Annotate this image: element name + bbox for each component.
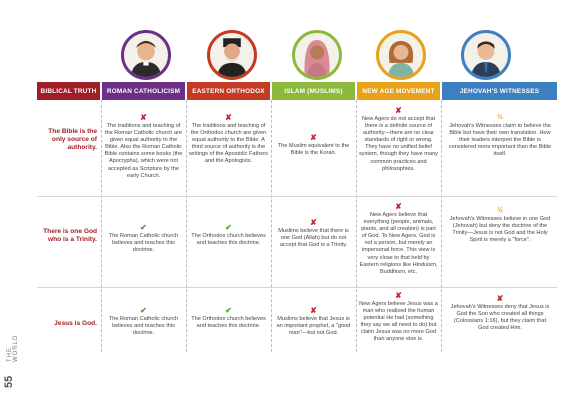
column-divider [356,100,357,352]
cell-text: Muslims believe that there is one God (Allah) but do not accept that God is a Trinity. [278,228,349,249]
cross-mark: ✘ [395,291,402,300]
cell-text: The Roman Catholic church believes and teaches this doctrine. [108,233,179,254]
islam-row1 [274,133,353,157]
header-islam: ISLAM (MUSLIMS) [272,82,355,100]
page-sidebar [0,0,24,405]
cell-text: Jehovah's Witnesses claim to believe the Bible but have their own translation. How their leaders interpret the Bible is considered more important than the Bible itself. [448,123,552,158]
page-number: 55 [3,375,15,388]
cell-text: Jehovah's Witnesses believe in one God (Jehovah) but deny the doctrine of the Trinity—Jesus is not God and the Holy Spirit is merely a "force". [449,216,551,244]
cell-text: New Agers believe Jesus was a man who realised the human potential He had (something they say we all need to do) but claim Jesus was no more God than anyone else is. [359,301,438,343]
half-mark: ½ [497,114,503,121]
header-jehovahs-witnesses: JEHOVAH'S WITNESSES [442,82,557,100]
cross-mark: ✘ [310,306,317,315]
orthodox-row1 [189,113,268,166]
cell-text: The Orthodox church believes and teaches this doctrine. [191,233,266,247]
catholic-row1 [104,113,183,180]
cell-text: The traditions and teaching of the Roman Catholic church are given equal authority to the Bible. Also the Roman Catholic Bible contains some books (the Apocrypha), which were not accepted as Scripture by the early Church. [104,123,183,179]
islam-row3 [274,306,353,337]
header-roman-catholicism: ROMAN CATHOLICISM [102,82,185,100]
cross-mark: ✘ [140,113,147,122]
cross-mark: ✘ [310,218,317,227]
newage-row2 [359,202,438,276]
cell-text: The traditions and teaching of the Orthodox church are given equal authority to the Bible. A third source of authority is the writings of the Apostolic Fathers and the Apologists. [189,123,268,165]
check-mark: ✔ [225,223,232,232]
row-divider [37,196,557,197]
orthodox-row2 [189,223,268,247]
jw-row1 [448,113,552,158]
cross-mark: ✘ [395,106,402,115]
catholic-row3 [104,306,183,337]
orthodox-priest-avatar [207,30,257,80]
jw-row2 [448,206,552,244]
cross-mark: ✘ [496,294,504,303]
cross-mark: ✘ [310,133,317,142]
islam-row2 [274,218,353,249]
catholic-priest-avatar [121,30,171,80]
section-name: THE WORLD [7,334,19,362]
orthodox-row3 [189,306,268,330]
column-divider [186,100,187,352]
header-eastern-orthodox: EASTERN ORTHODOX [187,82,270,100]
cell-text: The Muslim equivalent to the Bible is the Koran. [277,143,350,157]
header-biblical-truth: BIBLICAL TRUTH [37,82,100,100]
cross-mark: ✘ [225,113,232,122]
cell-text: Jehovah's Witnesses deny that Jesus is God the Son who created all things (Colossians 1:16), but they claim that God created Him. [450,304,550,332]
catholic-row2 [104,223,183,254]
cell-text: New Agers do not accept that there is a definite source of authority—there are no clear standards of right or wrong. They have no unified belief system, though they have many common practices and philosophies. [359,116,438,172]
truth-one-god-trinity: There is one God who is a Trinity. [43,228,97,244]
cell-text: The Roman Catholic church believes and teaches this doctrine. [108,316,179,337]
header-new-age-movement: NEW AGE MOVEMENT [357,82,440,100]
check-mark: ✔ [140,306,147,315]
column-divider [441,100,442,352]
half-mark: ½ [497,207,503,214]
newage-row1 [359,106,438,173]
cross-mark: ✘ [395,202,402,211]
cell-text: New Agers believe that everything (people, animals, plants, and all creation) is part of God. To New Agers, God is not a person, but merely an impersonal force. This view is very close to that held by Eastern religions like Hinduism, Buddhism, etc. [359,212,438,275]
newage-row3 [359,291,438,344]
check-mark: ✔ [140,223,147,232]
column-divider [271,100,272,352]
row-divider [37,287,557,288]
jw-row3 [448,294,552,332]
truth-bible-authority: The Bible is the only source of authority. [48,128,97,152]
truth-jesus-is-god: Jesus is God. [54,320,97,327]
muslim-woman-avatar [292,30,342,80]
column-divider [101,100,102,352]
check-mark: ✔ [225,306,232,315]
cell-text: Muslims believe that Jesus is an important prophet, a "good man"—but not God. [276,316,351,337]
new-age-woman-avatar [376,30,426,80]
cell-text: The Orthodox church believes and teaches this doctrine. [191,316,266,330]
jehovahs-witness-avatar [461,30,511,80]
